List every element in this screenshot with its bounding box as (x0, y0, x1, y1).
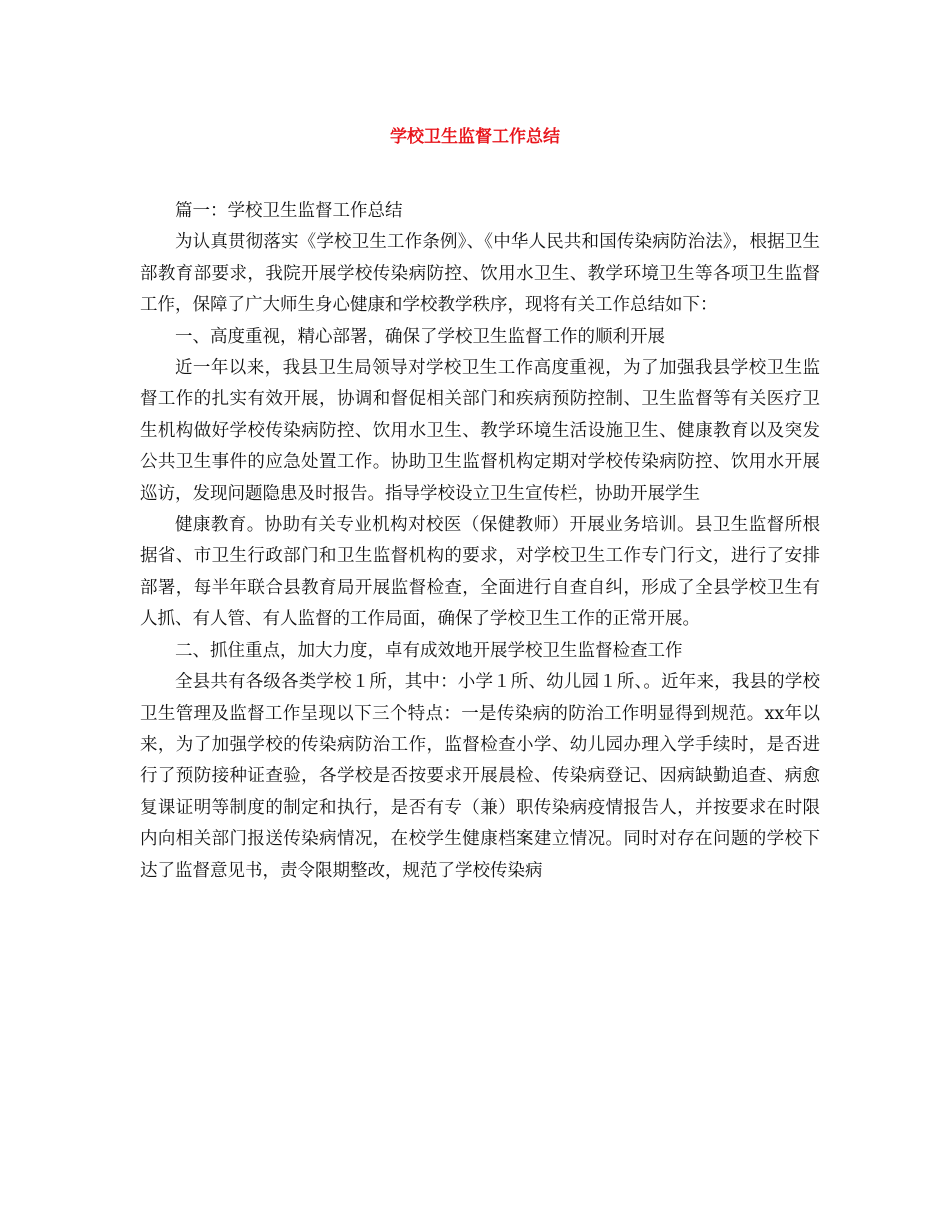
paragraph-5: 健康教育。协助有关专业机构对校医（保健教师）开展业务培训。县卫生监督所根据省、市卫生行政部门和卫生监督机构的要求，对学校卫生工作专门行文，进行了安排部署，每半年联合县教育局开展监督检查，全面进行自查自纠，形成了全县学校卫生有人抓、有人管、有人监督的工作局面，确保了学校卫生工作的正常开展。 (140, 515, 820, 630)
paragraph-6: 二、抓住重点，加大力度，卓有成效地开展学校卫生监督检查工作 (175, 640, 683, 661)
paragraph-2: 为认真贯彻落实《学校卫生工作条例》、《中华人民共和国传染病防治法》，根据卫生部教育部要求，我院开展学校传染病防控、饮用水卫生、教学环境卫生等各项卫生监督工作，保障了广大师生身心健康和学校教学秩序，现将有关工作总结如下： (140, 232, 820, 316)
document-body (140, 196, 820, 887)
paragraph-4: 近一年以来，我县卫生局领导对学校卫生工作高度重视，为了加强我县学校卫生监督工作的扎实有效开展，协调和督促相关部门和疾病预防控制、卫生监督等有关医疗卫生机构做好学校传染病防控、饮用水卫生、教学环境生活设施卫生、健康教育以及突发公共卫生事件的应急处置工作。协助卫生监督机构定期对学校传染病防控、饮用水开展巡访，发现问题隐患及时报告。指导学校设立卫生宣传栏，协助开展学生 (140, 358, 820, 504)
paragraph-1: 篇一：学校卫生监督工作总结 (175, 201, 403, 221)
page-title: 学校卫生监督工作总结 (390, 127, 560, 147)
paragraph-7: 全县共有各级各类学校１所，其中：小学１所、幼儿园１所、。近年来，我县的学校卫生管理及监督工作呈现以下三个特点：一是传染病的防治工作明显得到规范。xx年以来，为了加强学校的传染病防治工作，监督检查小学、幼儿园办理入学手续时，是否进行了预防接种证查验，各学校是否按要求开展晨检、传染病登记、因病缺勤追查、病愈复课证明等制度的制定和执行，是否有专（兼）职传染病疫情报告人，并按要求在时限内向相关部门报送传染病情况，在校学生健康档案建立情况。同时对存在问题的学校下达了监督意见书，责令限期整改，规范了学校传染病 (140, 672, 820, 881)
paragraph-3: 一、高度重视，精心部署，确保了学校卫生监督工作的顺利开展 (175, 326, 665, 347)
